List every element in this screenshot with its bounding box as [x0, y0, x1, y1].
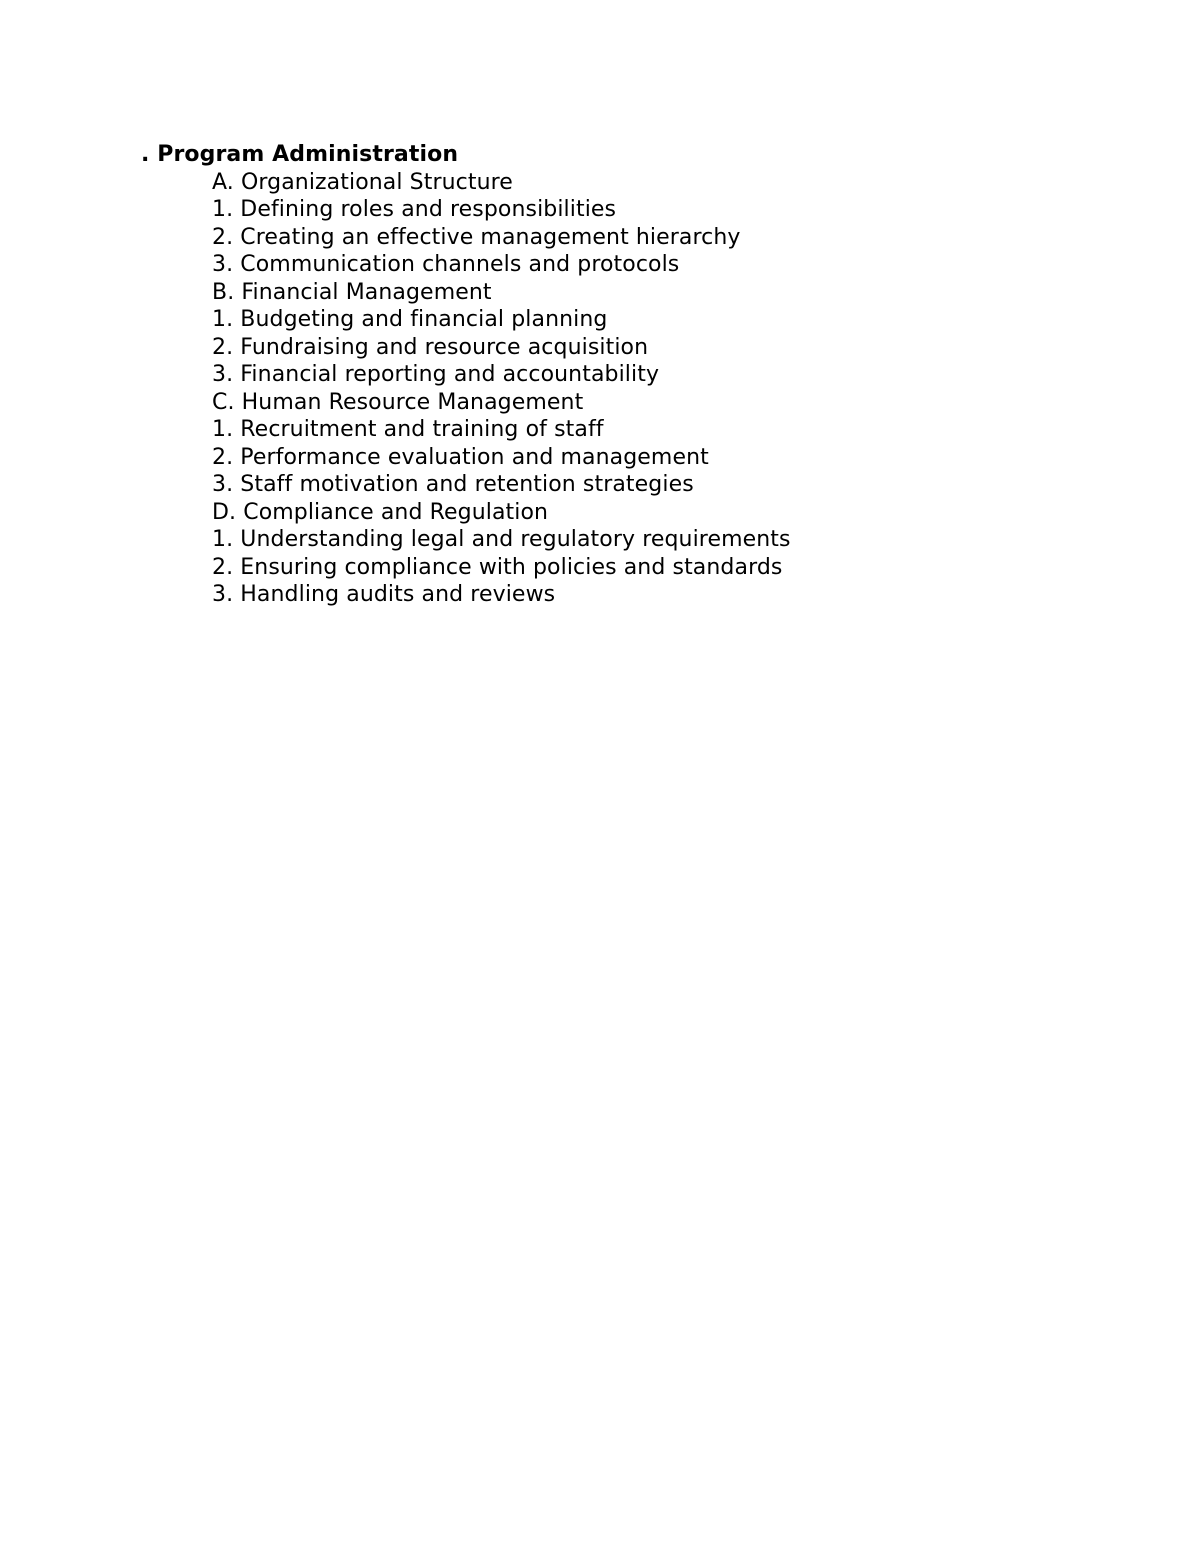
- list-item: 2. Performance evaluation and management: [212, 444, 709, 470]
- list-item: 3. Handling audits and reviews: [212, 582, 556, 607]
- list-item: 1. Defining roles and responsibilities: [212, 197, 617, 222]
- list-item: 2. Fundraising and resource acquisition: [212, 334, 649, 360]
- section-heading-a: A. Organizational Structure: [212, 169, 513, 195]
- outline: [141, 141, 1101, 609]
- list-item: 3. Communication channels and protocols: [212, 252, 680, 277]
- list-item: 3. Staff motivation and retention strategies: [212, 472, 694, 497]
- list-item: 1. Budgeting and financial planning: [212, 307, 608, 332]
- list-item: 3. Financial reporting and accountability: [212, 362, 660, 387]
- outline-heading: . Program Administration: [141, 142, 459, 167]
- section-heading-b: B. Financial Management: [212, 279, 492, 305]
- list-item: 2. Creating an effective management hierarchy: [212, 224, 741, 250]
- outline-items: [141, 169, 1101, 609]
- list-item: 1. Recruitment and training of staff: [212, 417, 604, 442]
- section-heading-c: C. Human Resource Management: [212, 389, 584, 415]
- list-item: 2. Ensuring compliance with policies and standards: [212, 554, 783, 580]
- list-item: 1. Understanding legal and regulatory requirements: [212, 527, 791, 552]
- section-heading-d: D. Compliance and Regulation: [212, 499, 549, 525]
